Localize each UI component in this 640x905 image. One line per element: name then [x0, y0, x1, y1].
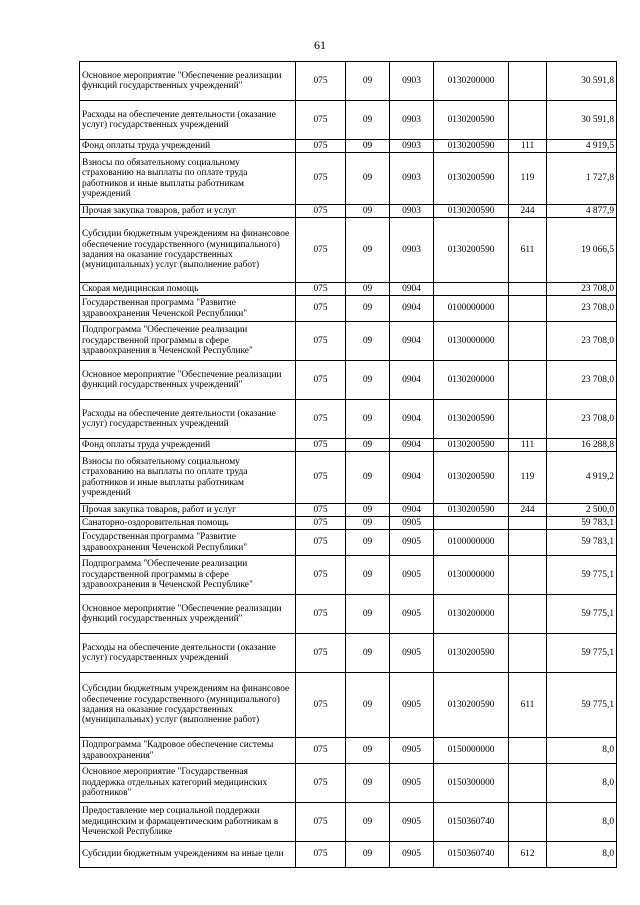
cell-subsection: 0903: [390, 101, 434, 140]
cell-amount: 8,0: [547, 764, 617, 803]
cell-section: 09: [346, 322, 390, 361]
cell-section: 09: [346, 764, 390, 803]
cell-name: Расходы на обеспечение деятельности (оказание услуг) государственных учреждений: [80, 101, 296, 140]
cell-target-article: 0150360740: [434, 842, 509, 868]
cell-target-article: 0130200590: [434, 673, 509, 738]
table-row: [80, 764, 617, 803]
cell-ved-code: 075: [296, 140, 346, 153]
cell-name: Государственная программа "Развитие здравоохранения Чеченской Республики": [80, 530, 296, 556]
cell-name: Предоставление мер социальной поддержки медицинским и фармацевтическим работникам в Чеченской Республике: [80, 803, 296, 842]
cell-amount: 2 500,0: [547, 504, 617, 517]
cell-subsection: 0905: [390, 764, 434, 803]
cell-name: Основное мероприятие "Обеспечение реализации функций государственных учреждений": [80, 62, 296, 101]
table-row: [80, 283, 617, 296]
cell-name: Расходы на обеспечение деятельности (оказание услуг) государственных учреждений: [80, 634, 296, 673]
cell-section: 09: [346, 153, 390, 205]
table-row: [80, 556, 617, 595]
cell-amount: 8,0: [547, 842, 617, 868]
cell-expense-type: [509, 764, 547, 803]
cell-ved-code: 075: [296, 842, 346, 868]
cell-name: Расходы на обеспечение деятельности (оказание услуг) государственных учреждений: [80, 400, 296, 439]
cell-ved-code: 075: [296, 530, 346, 556]
cell-subsection: 0905: [390, 517, 434, 530]
cell-ved-code: 075: [296, 62, 346, 101]
cell-section: 09: [346, 452, 390, 504]
cell-target-article: 0100000000: [434, 296, 509, 322]
cell-expense-type: [509, 62, 547, 101]
cell-amount: 59 783,1: [547, 517, 617, 530]
cell-amount: 8,0: [547, 803, 617, 842]
cell-amount: 1 727,8: [547, 153, 617, 205]
cell-ved-code: 075: [296, 673, 346, 738]
cell-amount: 4 877,9: [547, 205, 617, 218]
cell-target-article: 0150360740: [434, 803, 509, 842]
cell-target-article: 0130200590: [434, 153, 509, 205]
cell-target-article: 0150000000: [434, 738, 509, 764]
cell-ved-code: 075: [296, 218, 346, 283]
cell-target-article: 0130200590: [434, 400, 509, 439]
table-row: [80, 205, 617, 218]
cell-section: 09: [346, 439, 390, 452]
cell-expense-type: [509, 595, 547, 634]
cell-amount: 19 066,5: [547, 218, 617, 283]
table-row: [80, 842, 617, 868]
cell-name: Подпрограмма "Обеспечение реализации государственной программы в сфере здравоохранения в Чеченской Республике": [80, 322, 296, 361]
cell-amount: 59 775,1: [547, 673, 617, 738]
cell-name: Санаторно-оздоровительная помощь: [80, 517, 296, 530]
cell-ved-code: 075: [296, 101, 346, 140]
cell-expense-type: [509, 738, 547, 764]
cell-subsection: 0905: [390, 530, 434, 556]
cell-subsection: 0905: [390, 842, 434, 868]
cell-name: Фонд оплаты труда учреждений: [80, 439, 296, 452]
cell-section: 09: [346, 556, 390, 595]
cell-name: Основное мероприятие "Обеспечение реализации функций государственных учреждений": [80, 361, 296, 400]
cell-name: Фонд оплаты труда учреждений: [80, 140, 296, 153]
table-row: [80, 595, 617, 634]
cell-expense-type: [509, 283, 547, 296]
cell-name: Взносы по обязательному социальному страхованию на выплаты по оплате труда работников и иные выплаты работникам учреждений: [80, 153, 296, 205]
cell-expense-type: [509, 400, 547, 439]
cell-section: 09: [346, 504, 390, 517]
cell-expense-type: [509, 556, 547, 595]
cell-amount: 23 708,0: [547, 283, 617, 296]
cell-section: 09: [346, 400, 390, 439]
cell-subsection: 0904: [390, 283, 434, 296]
cell-section: 09: [346, 673, 390, 738]
cell-expense-type: 612: [509, 842, 547, 868]
table-row: [80, 452, 617, 504]
table-row: [80, 296, 617, 322]
cell-expense-type: [509, 361, 547, 400]
cell-section: 09: [346, 634, 390, 673]
table-row: [80, 322, 617, 361]
cell-name: Скорая медицинская помощь: [80, 283, 296, 296]
cell-expense-type: 119: [509, 153, 547, 205]
cell-ved-code: 075: [296, 439, 346, 452]
cell-amount: 4 919,2: [547, 452, 617, 504]
cell-expense-type: [509, 634, 547, 673]
cell-expense-type: [509, 530, 547, 556]
cell-ved-code: 075: [296, 634, 346, 673]
cell-ved-code: 075: [296, 400, 346, 439]
cell-target-article: 0130000000: [434, 322, 509, 361]
cell-subsection: 0905: [390, 738, 434, 764]
cell-section: 09: [346, 205, 390, 218]
cell-section: 09: [346, 595, 390, 634]
cell-section: 09: [346, 101, 390, 140]
cell-name: Прочая закупка товаров, работ и услуг: [80, 205, 296, 218]
table-row: [80, 673, 617, 738]
cell-amount: 59 775,1: [547, 595, 617, 634]
cell-target-article: 0130200590: [434, 101, 509, 140]
cell-ved-code: 075: [296, 556, 346, 595]
cell-name: Государственная программа "Развитие здравоохранения Чеченской Республики": [80, 296, 296, 322]
cell-subsection: 0905: [390, 634, 434, 673]
cell-amount: 59 783,1: [547, 530, 617, 556]
cell-section: 09: [346, 283, 390, 296]
table-row: [80, 153, 617, 205]
cell-ved-code: 075: [296, 452, 346, 504]
page-number: 61: [314, 38, 326, 52]
table-row: [80, 62, 617, 101]
cell-amount: 23 708,0: [547, 296, 617, 322]
cell-target-article: [434, 517, 509, 530]
cell-target-article: 0130200000: [434, 361, 509, 400]
cell-ved-code: 075: [296, 283, 346, 296]
cell-amount: 30 591,8: [547, 62, 617, 101]
cell-section: 09: [346, 530, 390, 556]
cell-name: Взносы по обязательному социальному страхованию на выплаты по оплате труда работников и иные выплаты работникам учреждений: [80, 452, 296, 504]
cell-amount: 8,0: [547, 738, 617, 764]
cell-target-article: 0130200590: [434, 634, 509, 673]
cell-amount: 23 708,0: [547, 322, 617, 361]
cell-subsection: 0903: [390, 153, 434, 205]
cell-section: 09: [346, 218, 390, 283]
cell-subsection: 0905: [390, 803, 434, 842]
cell-ved-code: 075: [296, 595, 346, 634]
cell-subsection: 0903: [390, 218, 434, 283]
cell-subsection: 0905: [390, 595, 434, 634]
cell-amount: 16 288,8: [547, 439, 617, 452]
budget-table: [79, 61, 617, 868]
cell-subsection: 0903: [390, 140, 434, 153]
cell-section: 09: [346, 296, 390, 322]
table-row: [80, 803, 617, 842]
cell-subsection: 0903: [390, 62, 434, 101]
cell-ved-code: 075: [296, 738, 346, 764]
cell-ved-code: 075: [296, 153, 346, 205]
cell-expense-type: 611: [509, 218, 547, 283]
table-row: [80, 439, 617, 452]
table-row: [80, 504, 617, 517]
cell-expense-type: 111: [509, 439, 547, 452]
cell-name: Субсидии бюджетным учреждениям на финансовое обеспечение государственного (муниципального) задания на оказание государственных (муниципальных) услуг (выполнение работ): [80, 673, 296, 738]
table-row: [80, 738, 617, 764]
cell-amount: 59 775,1: [547, 634, 617, 673]
table-row: [80, 218, 617, 283]
cell-name: Основное мероприятие "Обеспечение реализации функций государственных учреждений": [80, 595, 296, 634]
cell-subsection: 0903: [390, 205, 434, 218]
cell-subsection: 0904: [390, 439, 434, 452]
cell-amount: 4 919,5: [547, 140, 617, 153]
cell-section: 09: [346, 842, 390, 868]
cell-subsection: 0905: [390, 556, 434, 595]
cell-section: 09: [346, 738, 390, 764]
cell-target-article: 0130000000: [434, 556, 509, 595]
cell-expense-type: 611: [509, 673, 547, 738]
cell-target-article: 0130200000: [434, 62, 509, 101]
cell-expense-type: [509, 101, 547, 140]
cell-subsection: 0904: [390, 322, 434, 361]
cell-target-article: 0130200590: [434, 205, 509, 218]
cell-subsection: 0904: [390, 452, 434, 504]
cell-section: 09: [346, 803, 390, 842]
table-row: [80, 634, 617, 673]
cell-ved-code: 075: [296, 764, 346, 803]
cell-target-article: 0100000000: [434, 530, 509, 556]
cell-name: Субсидии бюджетным учреждениям на иные цели: [80, 842, 296, 868]
cell-name: Подпрограмма "Обеспечение реализации государственной программы в сфере здравоохранения в Чеченской Республике": [80, 556, 296, 595]
cell-section: 09: [346, 517, 390, 530]
cell-target-article: 0130200590: [434, 140, 509, 153]
cell-name: Субсидии бюджетным учреждениям на финансовое обеспечение государственного (муниципального) задания на оказание государственных (муниципальных) услуг (выполнение работ): [80, 218, 296, 283]
cell-target-article: 0130200590: [434, 504, 509, 517]
cell-amount: 23 708,0: [547, 400, 617, 439]
table-row: [80, 400, 617, 439]
cell-expense-type: 111: [509, 140, 547, 153]
cell-subsection: 0904: [390, 361, 434, 400]
table-row: [80, 101, 617, 140]
cell-expense-type: [509, 322, 547, 361]
cell-target-article: 0130200590: [434, 439, 509, 452]
cell-ved-code: 075: [296, 322, 346, 361]
cell-name: Прочая закупка товаров, работ и услуг: [80, 504, 296, 517]
cell-target-article: 0150300000: [434, 764, 509, 803]
cell-amount: 59 775,1: [547, 556, 617, 595]
cell-expense-type: 119: [509, 452, 547, 504]
cell-ved-code: 075: [296, 296, 346, 322]
cell-amount: 23 708,0: [547, 361, 617, 400]
cell-target-article: 0130200000: [434, 595, 509, 634]
cell-target-article: 0130200590: [434, 218, 509, 283]
cell-subsection: 0904: [390, 400, 434, 439]
cell-expense-type: [509, 517, 547, 530]
cell-section: 09: [346, 361, 390, 400]
cell-name: Основное мероприятие "Государственная поддержка отдельных категорий медицинских работников": [80, 764, 296, 803]
cell-section: 09: [346, 140, 390, 153]
table-row: [80, 140, 617, 153]
cell-ved-code: 075: [296, 517, 346, 530]
table-row: [80, 517, 617, 530]
cell-subsection: 0904: [390, 504, 434, 517]
cell-name: Подпрограмма "Кадровое обеспечение системы здравоохранения": [80, 738, 296, 764]
cell-subsection: 0904: [390, 296, 434, 322]
table-row: [80, 530, 617, 556]
cell-ved-code: 075: [296, 205, 346, 218]
cell-section: 09: [346, 62, 390, 101]
cell-subsection: 0905: [390, 673, 434, 738]
cell-amount: 30 591,8: [547, 101, 617, 140]
cell-expense-type: [509, 803, 547, 842]
cell-target-article: 0130200590: [434, 452, 509, 504]
cell-ved-code: 075: [296, 361, 346, 400]
cell-expense-type: 244: [509, 504, 547, 517]
cell-ved-code: 075: [296, 504, 346, 517]
cell-target-article: [434, 283, 509, 296]
table-row: [80, 361, 617, 400]
cell-ved-code: 075: [296, 803, 346, 842]
cell-expense-type: 244: [509, 205, 547, 218]
cell-expense-type: [509, 296, 547, 322]
